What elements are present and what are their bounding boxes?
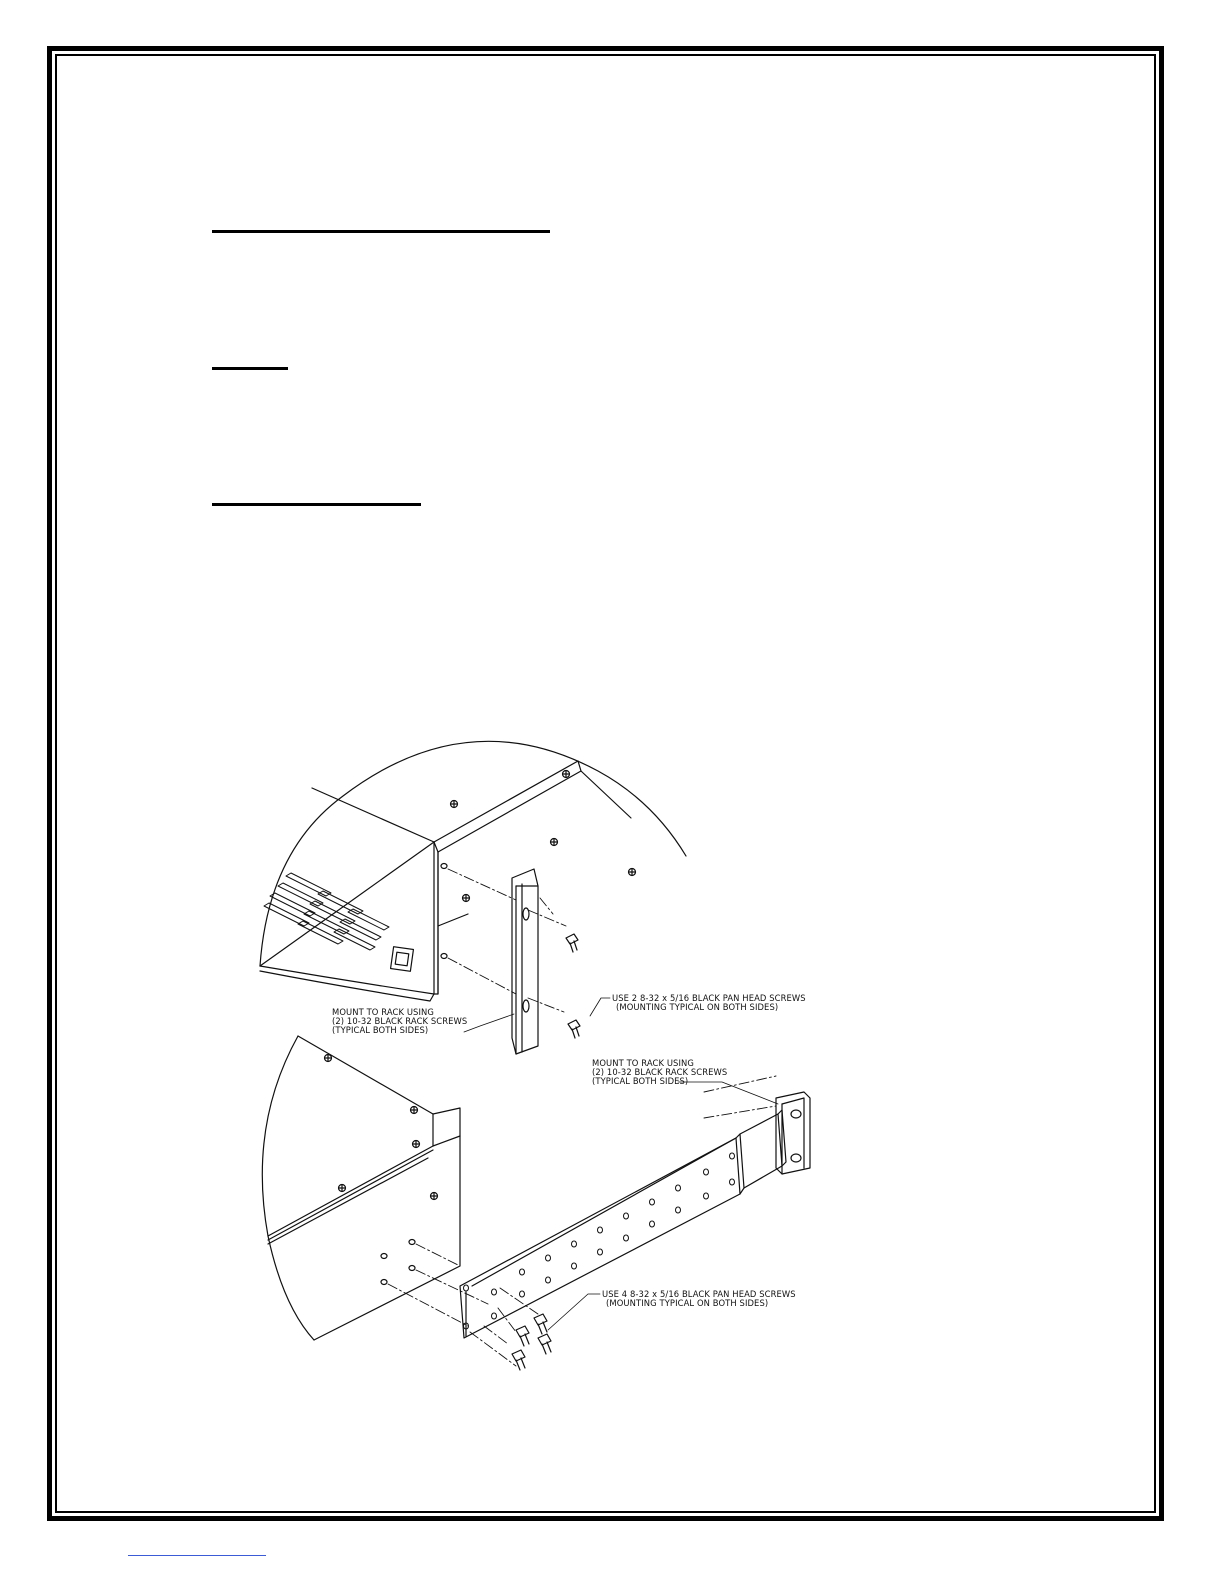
leader-top-rack bbox=[464, 1014, 514, 1032]
leader-bottom-screws bbox=[548, 1294, 600, 1330]
callout-bottom-rack-line-1: MOUNT TO RACK USING bbox=[592, 1058, 694, 1068]
callout-bottom-screws-line-2: (MOUNTING TYPICAL ON BOTH SIDES) bbox=[606, 1298, 769, 1308]
bottom-chassis bbox=[262, 1036, 460, 1340]
callout-top-screws-line-1: USE 2 8-32 x 5/16 BLACK PAN HEAD SCREWS bbox=[612, 993, 806, 1003]
leader-bottom-rack bbox=[678, 1082, 778, 1104]
heading-underline-1 bbox=[212, 230, 550, 233]
heading-underline-3 bbox=[212, 503, 421, 506]
callout-bottom-rack-line-3: (TYPICAL BOTH SIDES) bbox=[592, 1076, 689, 1086]
rack-mount-installation-drawing bbox=[248, 726, 831, 1376]
heading-underline-2 bbox=[212, 367, 288, 370]
top-rack-ear bbox=[512, 869, 538, 1054]
callout-top-rack-line-2: (2) 10-32 BLACK RACK SCREWS bbox=[332, 1016, 468, 1026]
footer-link-underline[interactable] bbox=[128, 1555, 266, 1556]
callout-top-rack-line-1: MOUNT TO RACK USING bbox=[332, 1007, 434, 1017]
callout-top-rack-line-3: (TYPICAL BOTH SIDES) bbox=[332, 1025, 429, 1035]
top-screws bbox=[566, 934, 580, 1038]
top-chassis bbox=[260, 741, 686, 1001]
callout-bottom-screws-line-1: USE 4 8-32 x 5/16 BLACK PAN HEAD SCREWS bbox=[602, 1289, 796, 1299]
callout-top-screws-line-2: (MOUNTING TYPICAL ON BOTH SIDES) bbox=[616, 1002, 779, 1012]
top-alignment-lines bbox=[448, 869, 566, 1012]
callout-bottom-rack-line-2: (2) 10-32 BLACK RACK SCREWS bbox=[592, 1067, 728, 1077]
bottom-screws bbox=[512, 1314, 551, 1370]
leader-top-screws bbox=[590, 998, 610, 1016]
